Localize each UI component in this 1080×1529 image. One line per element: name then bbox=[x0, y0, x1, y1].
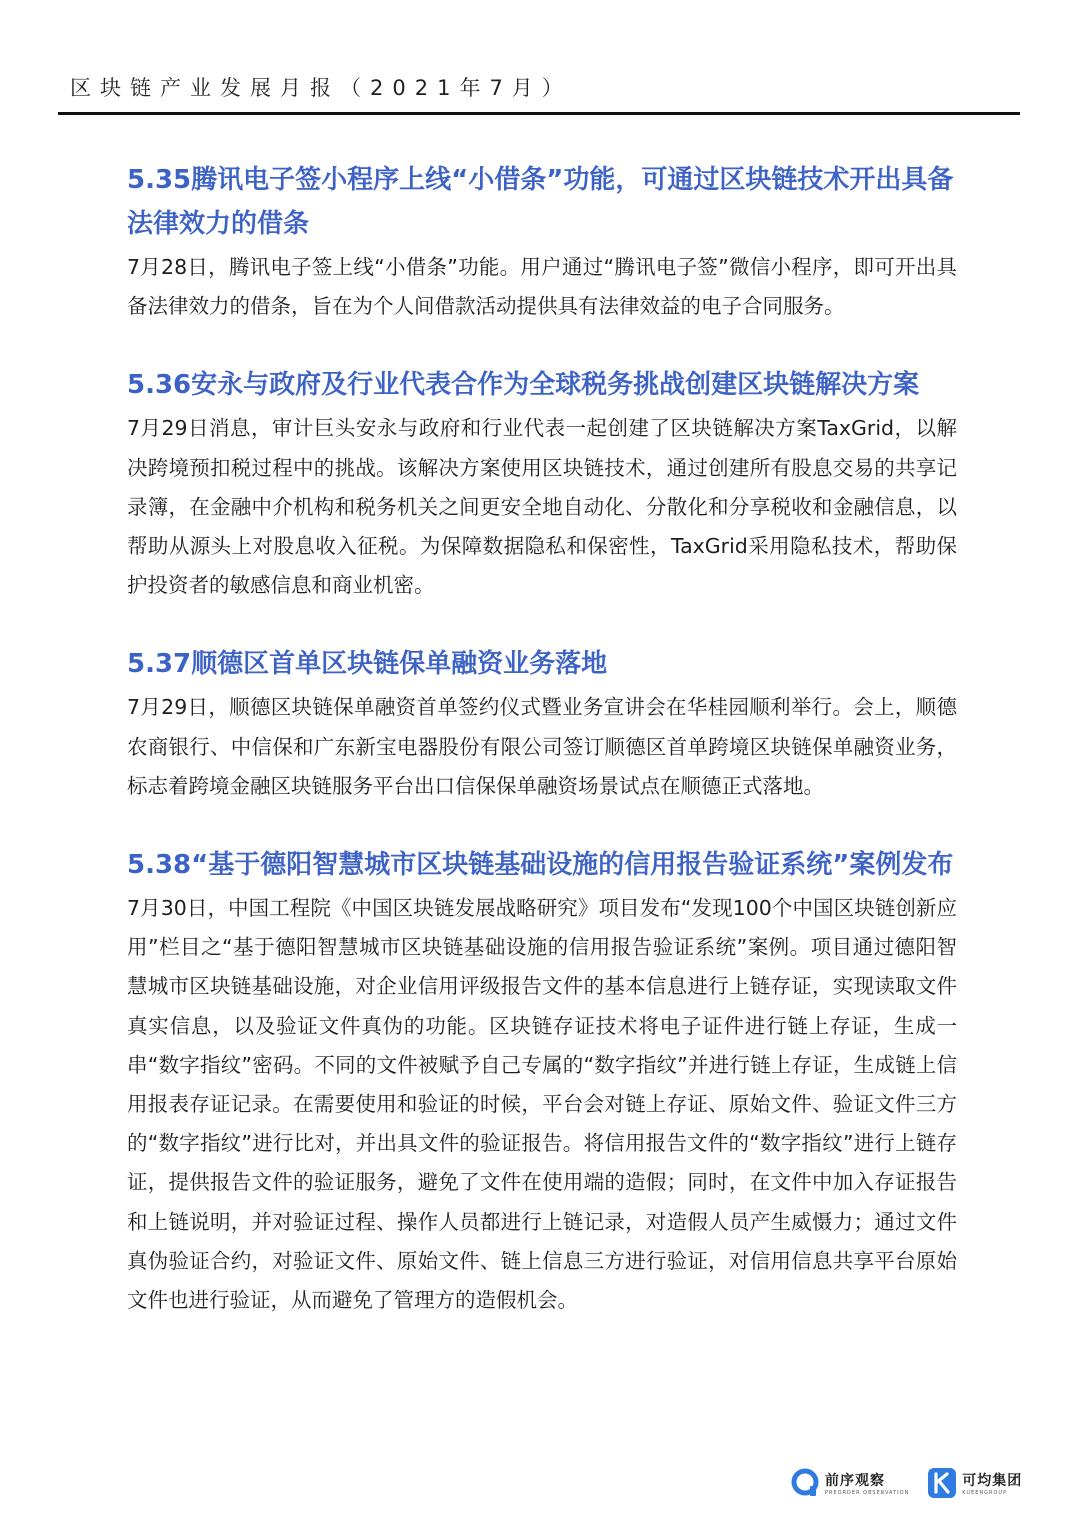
report-header-title: 区块链产业发展月报（2021年7月） bbox=[70, 76, 572, 100]
kueen-logo-name: 可均集团 bbox=[962, 1473, 1023, 1489]
footer-logos bbox=[790, 1462, 1040, 1508]
section-body: 7月28日，腾讯电子签上线“小借条”功能。用户通过“腾讯电子签”微信小程序，即可开出具备法律效力的借条，旨在为个人间借款活动提供具有法律效益的电子合同服务。 bbox=[127, 255, 957, 319]
section-5-37 bbox=[127, 642, 957, 806]
preorder-logo bbox=[790, 1468, 909, 1502]
preorder-logo-icon bbox=[790, 1468, 820, 1502]
preorder-logo-en: PREORDER OBSERVATION bbox=[825, 1490, 910, 1496]
section-body: 7月29日消息，审计巨头安永与政府和行业代表一起创建了区块链解决方案TaxGrid，以解决跨境预扣税过程中的挑战。该解决方案使用区块链技术，通过创建所有股息交易的共享记录簿，在金融中介机构和税务机关之间更安全地自动化、分散化和分享税收和金融信息，以帮助从源头上对股息收入征税。为保障数据隐私和保密性，TaxGrid采用隐私技术，帮助保护投资者的敏感信息和商业机密。 bbox=[127, 416, 957, 598]
section-title: 5.38“基于德阳智慧城市区块链基础设施的信用报告验证系统”案例发布 bbox=[127, 850, 954, 881]
section-title: 5.37顺德区首单区块链保单融资业务落地 bbox=[127, 649, 608, 680]
preorder-logo-name: 前序观察 bbox=[825, 1473, 885, 1489]
section-5-38 bbox=[127, 843, 957, 1320]
section-5-36 bbox=[127, 363, 957, 605]
section-body: 7月29日，顺德区块链保单融资首单签约仪式暨业务宣讲会在华桂园顺利举行。会上，顺德农商银行、中信保和广东新宝电器股份有限公司签订顺德区首单跨境区块链保单融资业务，标志着跨境金融区块链服务平台出口信保保单融资场景试点在顺德正式落地。 bbox=[127, 695, 957, 798]
section-5-35 bbox=[127, 158, 957, 326]
kueen-logo bbox=[927, 1467, 1022, 1503]
kueen-logo-icon bbox=[927, 1467, 957, 1503]
header-divider bbox=[58, 112, 1020, 115]
section-title: 5.36安永与政府及行业代表合作为全球税务挑战创建区块链解决方案 bbox=[127, 370, 920, 401]
kueen-logo-en: KUEENGROUP bbox=[962, 1490, 1008, 1496]
section-body: 7月30日，中国工程院《中国区块链发展战略研究》项目发布“发现100个中国区块链创新应用”栏目之“基于德阳智慧城市区块链基础设施的信用报告验证系统”案例。项目通过德阳智慧城市区块链基础设施，对企业信用评级报告文件的基本信息进行上链存证，实现读取文件真实信息，以及验证文件真伪的功能。区块链存证技术将电子证件进行链上存证，生成一串“数字指纹”密码。不同的文件被赋予自己专属的“数字指纹”并进行链上存证，生成链上信用报表存证记录。在需要使用和验证的时候，平台会对链上存证、原始文件、验证文件三方的“数字指纹”进行比对，并出具文件的验证报告。将信用报告文件的“数字指纹”进行上链存证，提供报告文件的验证服务，避免了文件在使用端的造假；同时，在文件中加入存证报告和上链说明，并对验证过程、操作人员都进行上链记录，对造假人员产生威慑力；通过文件真伪验证合约，对验证文件、原始文件、链上信息三方进行验证，对信用信息共享平台原始文件也进行验证，从而避免了管理方的造假机会。 bbox=[127, 896, 957, 1313]
article-content bbox=[127, 158, 957, 1320]
section-title: 5.35腾讯电子签小程序上线“小借条”功能，可通过区块链技术开出具备法律效力的借条 bbox=[127, 165, 954, 239]
